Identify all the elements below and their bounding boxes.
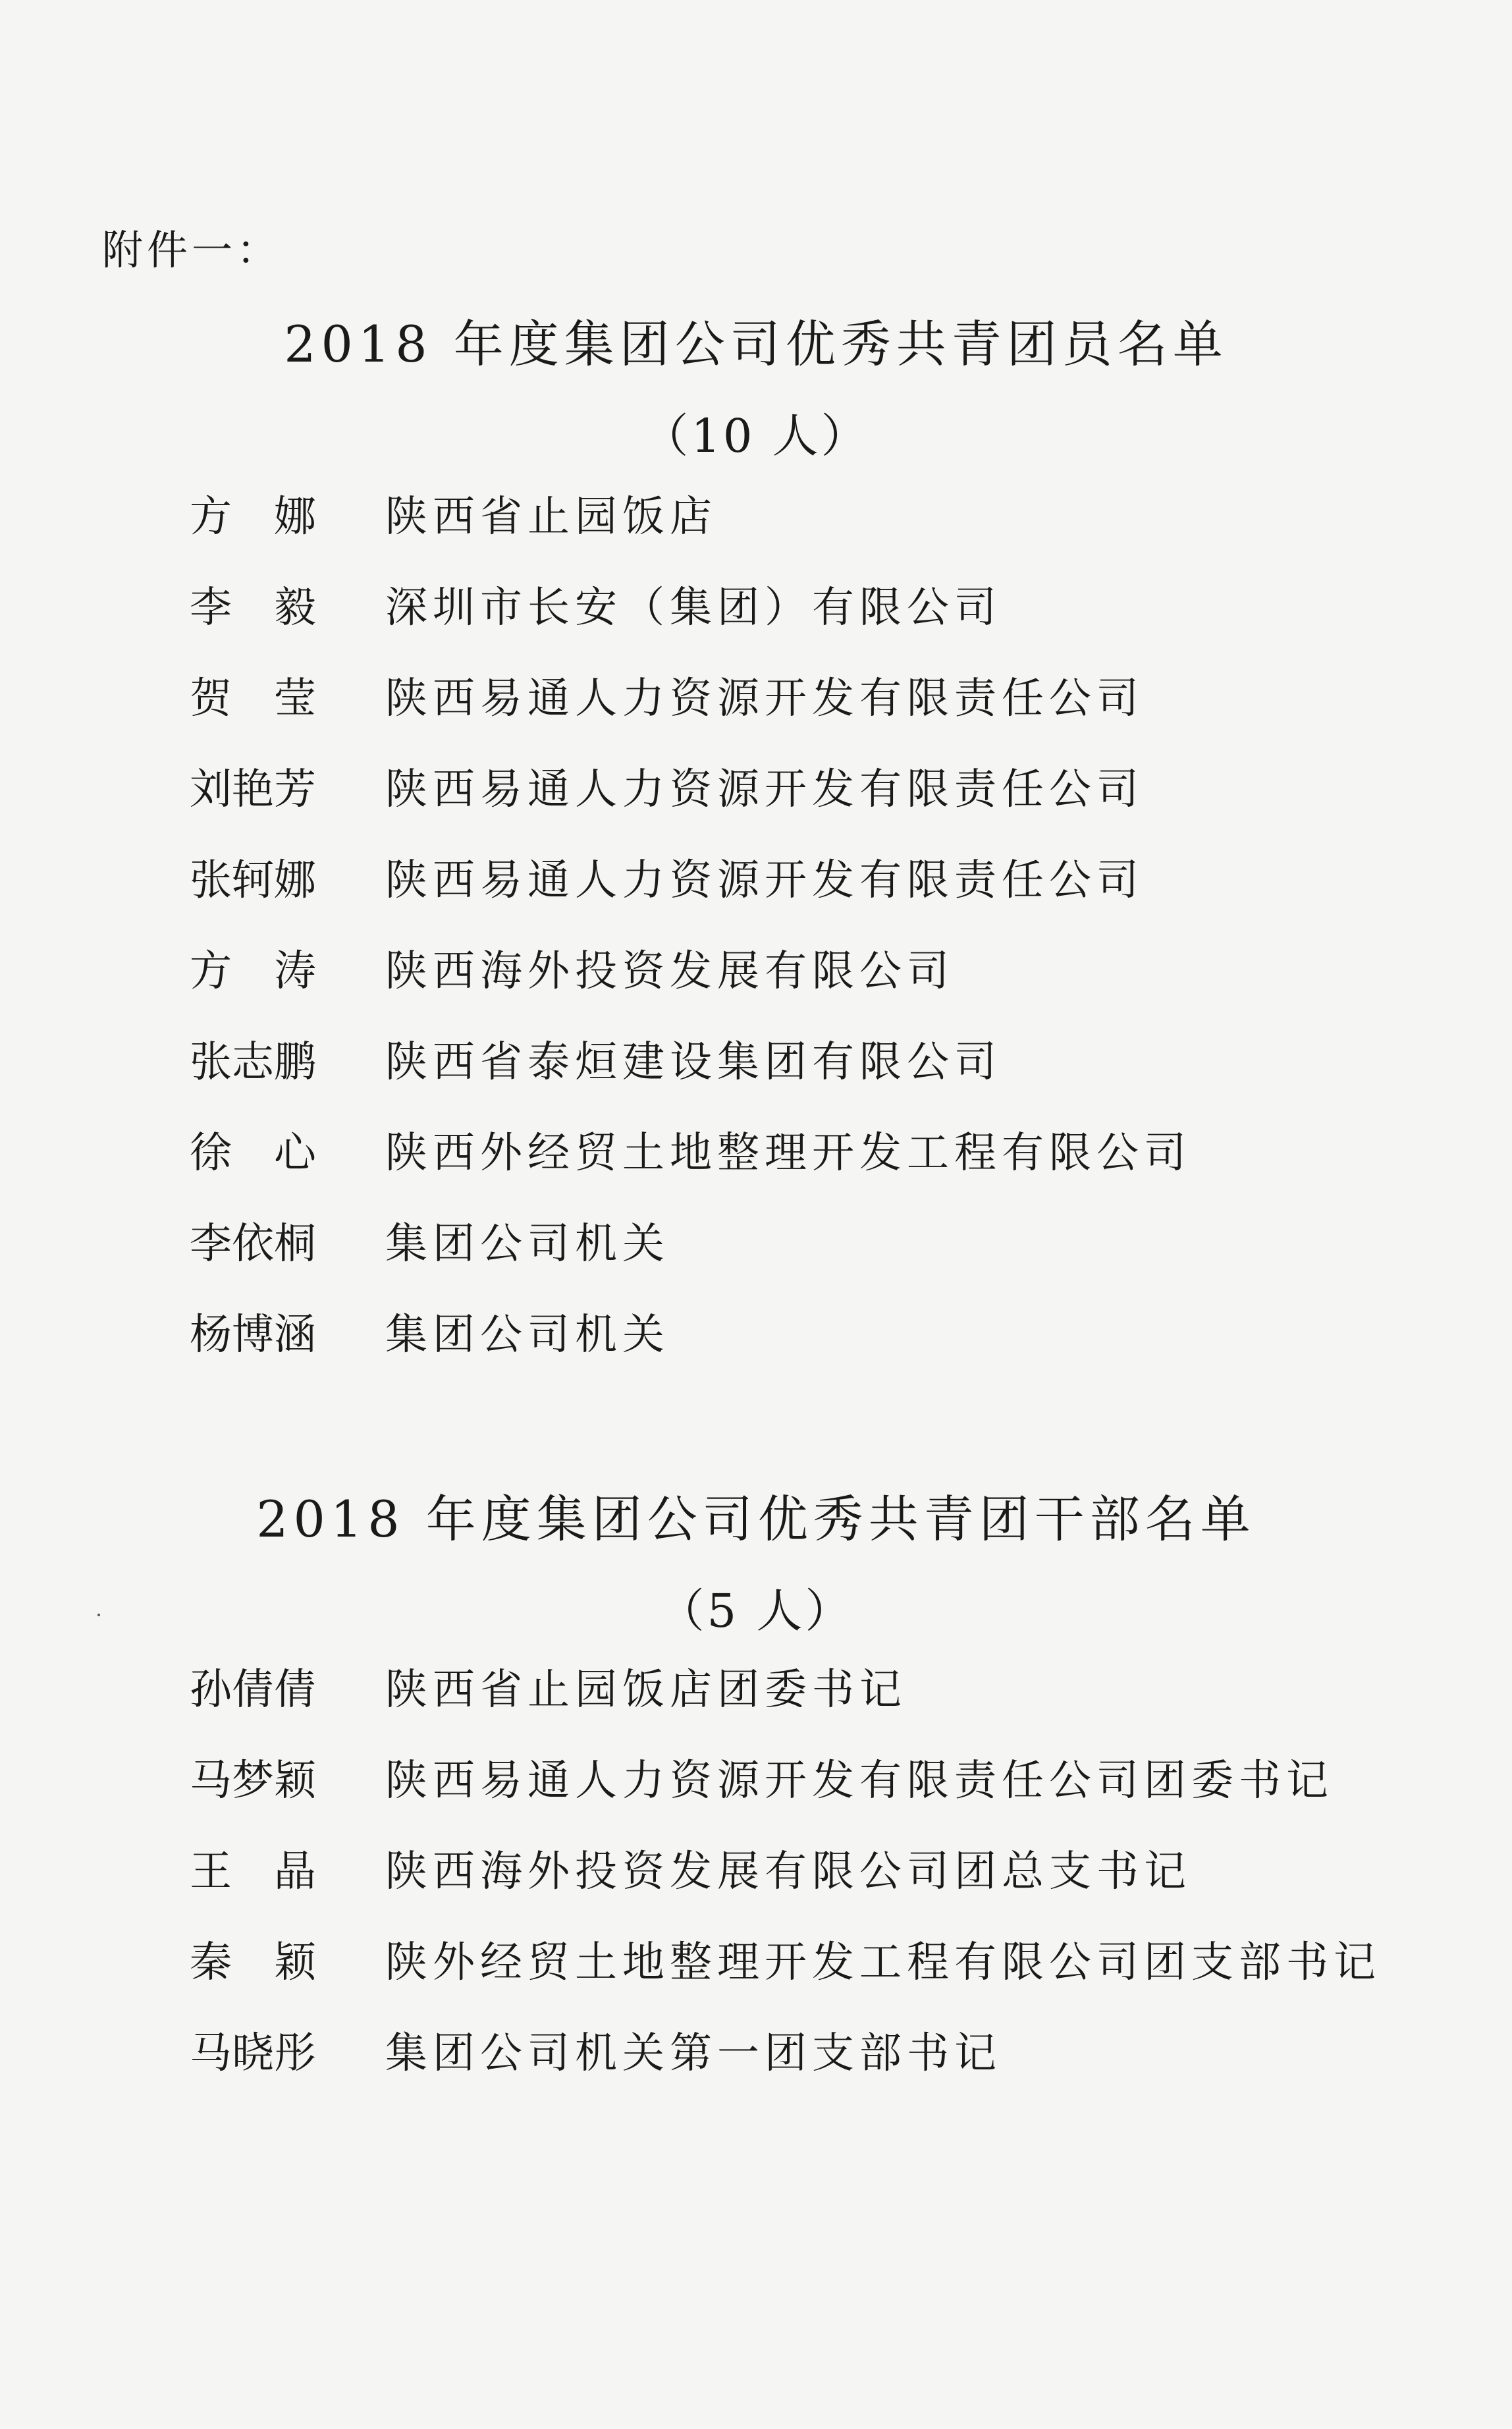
member-name: 马梦颖	[190, 1757, 316, 1805]
member-org: 陕西外经贸土地整理开发工程有限公司	[385, 1129, 1191, 1178]
member-org: 集团公司机关	[385, 1220, 670, 1269]
section2-title: 2018 年度集团公司优秀共青团干部名单	[256, 1490, 1256, 1548]
member-org: 陕西海外投资发展有限公司团总支书记	[385, 1847, 1191, 1896]
list-item	[0, 1029, 1512, 1095]
member-name: 杨博涵	[190, 1311, 316, 1359]
member-name: 方 娜	[190, 493, 316, 541]
member-name: 徐 心	[190, 1129, 316, 1178]
section2-count: （5 人）	[658, 1584, 854, 1638]
member-org: 陕西易通人力资源开发有限责任公司	[385, 765, 1144, 814]
member-name: 马晓彤	[190, 2029, 316, 2078]
member-org: 陕西海外投资发展有限公司	[385, 947, 954, 996]
attachment-label: 附件一：	[102, 226, 282, 274]
list-item	[0, 1302, 1512, 1368]
list-item	[0, 848, 1512, 914]
list-item	[0, 939, 1512, 1004]
list-item	[0, 1839, 1512, 1905]
member-name: 王 晶	[190, 1847, 316, 1896]
member-name: 张志鹏	[190, 1038, 316, 1087]
member-org: 陕西省止园饭店团委书记	[385, 1666, 907, 1714]
member-name: 贺 莹	[190, 674, 316, 723]
list-item	[0, 1748, 1512, 1814]
member-org: 陕西省止园饭店	[385, 493, 717, 541]
member-name: 方 涛	[190, 947, 316, 996]
member-name: 秦 颖	[190, 1938, 316, 1987]
member-name: 张轲娜	[190, 856, 316, 905]
list-item	[0, 2021, 1512, 2087]
list-item	[0, 1657, 1512, 1723]
member-org: 陕外经贸土地整理开发工程有限公司团支部书记	[385, 1938, 1381, 1987]
list-item	[0, 484, 1512, 550]
member-org: 陕西易通人力资源开发有限责任公司	[385, 674, 1144, 723]
list-item	[0, 1930, 1512, 1996]
section1-count: （10 人）	[642, 409, 870, 463]
section1-title: 2018 年度集团公司优秀共青团员名单	[284, 315, 1228, 373]
member-name: 李依桐	[190, 1220, 316, 1269]
member-name: 李 毅	[190, 584, 316, 632]
member-org: 集团公司机关第一团支部书记	[385, 2029, 1002, 2078]
member-org: 深圳市长安（集团）有限公司	[385, 584, 1002, 632]
member-org: 集团公司机关	[385, 1311, 670, 1359]
member-org: 陕西易通人力资源开发有限责任公司团委书记	[385, 1757, 1334, 1805]
list-item	[0, 666, 1512, 732]
list-item	[0, 1211, 1512, 1277]
scan-speck	[97, 1614, 100, 1616]
member-name: 孙倩倩	[190, 1666, 316, 1714]
member-org: 陕西省泰烜建设集团有限公司	[385, 1038, 1002, 1087]
member-name: 刘艳芳	[190, 765, 316, 814]
list-item	[0, 1120, 1512, 1186]
member-org: 陕西易通人力资源开发有限责任公司	[385, 856, 1144, 905]
list-item	[0, 757, 1512, 823]
list-item	[0, 575, 1512, 641]
